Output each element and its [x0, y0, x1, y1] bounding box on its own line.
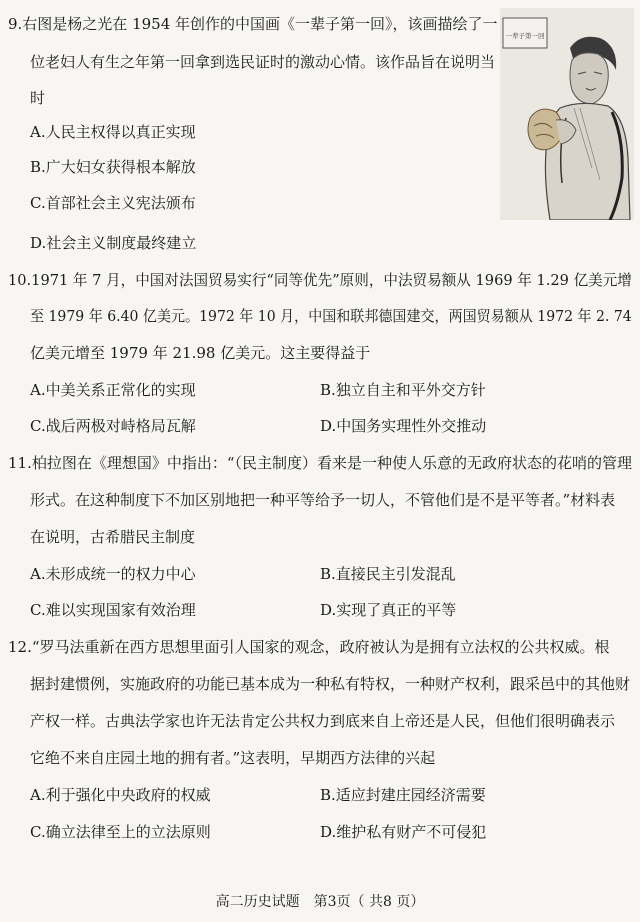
- q9-option-c: C.首部社会主义宪法颁布: [30, 194, 196, 212]
- q10-stem-line-1: 10.1971 年 7 月，中国对法国贸易实行“同等优先”原则，中法贸易额从 1969 年 1.29 亿美元增: [8, 271, 632, 289]
- q10-option-c: C.战后两极对峙格局瓦解: [30, 417, 196, 435]
- q10-option-d: D.中国务实理性外交推动: [320, 417, 487, 435]
- q9-stem-line-1: 9.右图是杨之光在 1954 年创作的中国画《一辈子第一回》，该画描绘了一: [8, 15, 498, 33]
- q12-stem-line-1: 12.“罗马法重新在西方思想里面引人国家的观念，政府被认为是拥有立法权的公共权威。根: [8, 638, 610, 656]
- old-woman-painting: [500, 8, 634, 220]
- q12-option-b: B.适应封建庄园经济需要: [320, 786, 486, 804]
- q11-stem-line-1: 11.柏拉图在《理想国》中指出：“（民主制度）看来是一种使人乐意的无政府状态的花哨的管理: [8, 454, 633, 472]
- q12-option-a: A.利于强化中央政府的权威: [30, 786, 211, 804]
- q11-option-d: D.实现了真正的平等: [320, 601, 457, 619]
- q9-option-a: A.人民主权得以真正实现: [30, 123, 196, 141]
- q11-stem-line-2: 形式。在这种制度下不加区别地把一种平等给予一切人，不管他们是不是平等者。”材料表: [30, 491, 616, 509]
- q12-option-c: C.确立法律至上的立法原则: [30, 823, 211, 841]
- q11-option-b: B.直接民主引发混乱: [320, 565, 456, 583]
- q12-stem-line-4: 它绝不来自庄园土地的拥有者。”这表明，早期西方法律的兴起: [30, 749, 436, 767]
- q10-stem-line-2: 至 1979 年 6.40 亿美元。1972 年 10 月，中国和联邦德国建交，两国贸易额从 1972 年 2. 74: [30, 307, 632, 325]
- q11-option-c: C.难以实现国家有效治理: [30, 601, 196, 619]
- q9-option-b: B.广大妇女获得根本解放: [30, 158, 196, 176]
- painting-illustration: [500, 8, 634, 220]
- q11-stem-line-3: 在说明，古希腊民主制度: [30, 528, 196, 546]
- q9-stem-line-2: 位老妇人有生之年第一回拿到选民证时的激动心情。该作品旨在说明当: [30, 53, 496, 71]
- q12-stem-line-2: 据封建惯例，实施政府的功能已基本成为一种私有特权，一种财产权利，跟采邑中的其他财: [30, 675, 631, 693]
- q12-option-d: D.维护私有财产不可侵犯: [320, 823, 487, 841]
- page-footer: 高二历史试题 第3页（ 共8 页）: [215, 894, 425, 910]
- q9-option-d: D.社会主义制度最终建立: [30, 234, 197, 252]
- q10-option-a: A.中美关系正常化的实现: [30, 381, 196, 399]
- q10-stem-line-3: 亿美元增至 1979 年 21.98 亿美元。这主要得益于: [30, 344, 371, 362]
- painting-inscription: 一辈子第一回: [505, 32, 545, 40]
- q10-option-b: B.独立自主和平外交方针: [320, 381, 486, 399]
- q12-stem-line-3: 产权一样。古典法学家也许无法肯定公共权力到底来自上帝还是人民，但他们很明确表示: [30, 712, 616, 730]
- q11-option-a: A.未形成统一的权力中心: [30, 565, 196, 583]
- q9-stem-line-3: 时: [30, 89, 46, 107]
